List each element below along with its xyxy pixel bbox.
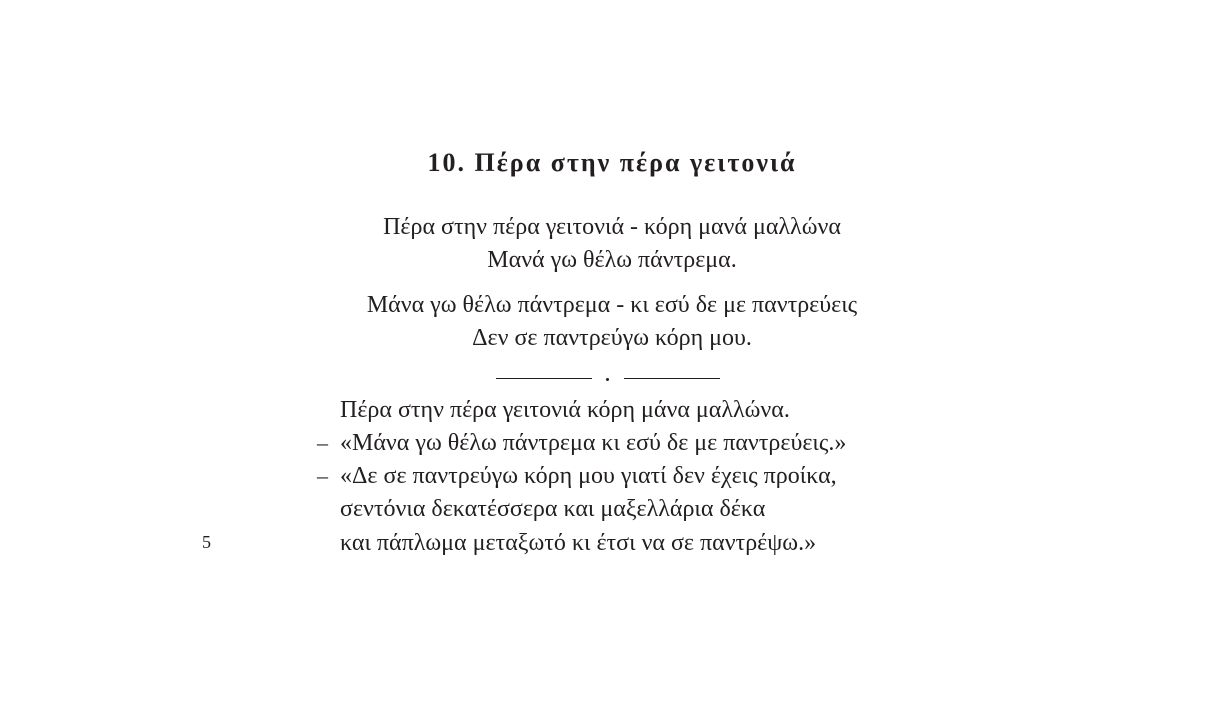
stanza1-line1: Πέρα στην πέρα γειτονιά - κόρη μανά μαλλώνα [383, 214, 841, 240]
dialogue-dash: – [317, 430, 328, 455]
verse-line-3: «Δε σε παντρεύγω κόρη μου γιατί δεν έχεις προίκα, [340, 463, 837, 489]
verse-line-4: σεντόνια δεκατέσσερα και μαξελλάρια δέκα [340, 496, 766, 522]
separator-dot [606, 378, 609, 381]
stanza2-line2: Δεν σε παντρεύγω κόρη μου. [472, 325, 752, 351]
separator-rule-right [624, 378, 720, 379]
stanza2-line1: Μάνα γω θέλω πάντρεμα - κι εσύ δε με παντρεύεις [366, 292, 858, 318]
verse-line-5: και πάπλωμα μεταξωτό κι έτσι να σε παντρέψω.» [340, 530, 817, 556]
separator-rule-left [496, 378, 592, 379]
verse-line-2: «Μάνα γω θέλω πάντρεμα κι εσύ δε με παντρεύεις.» [340, 430, 847, 456]
page-title: 10. Πέρα στην πέρα γειτονιά [427, 148, 797, 177]
stanza1-line2: Μανά γω θέλω πάντρεμα. [487, 247, 737, 273]
line-number: 5 [202, 532, 211, 552]
section-separator [496, 370, 720, 384]
dialogue-dash: – [317, 463, 328, 488]
verse-line-1: Πέρα στην πέρα γειτονιά κόρη μάνα μαλλώνα. [340, 397, 790, 423]
